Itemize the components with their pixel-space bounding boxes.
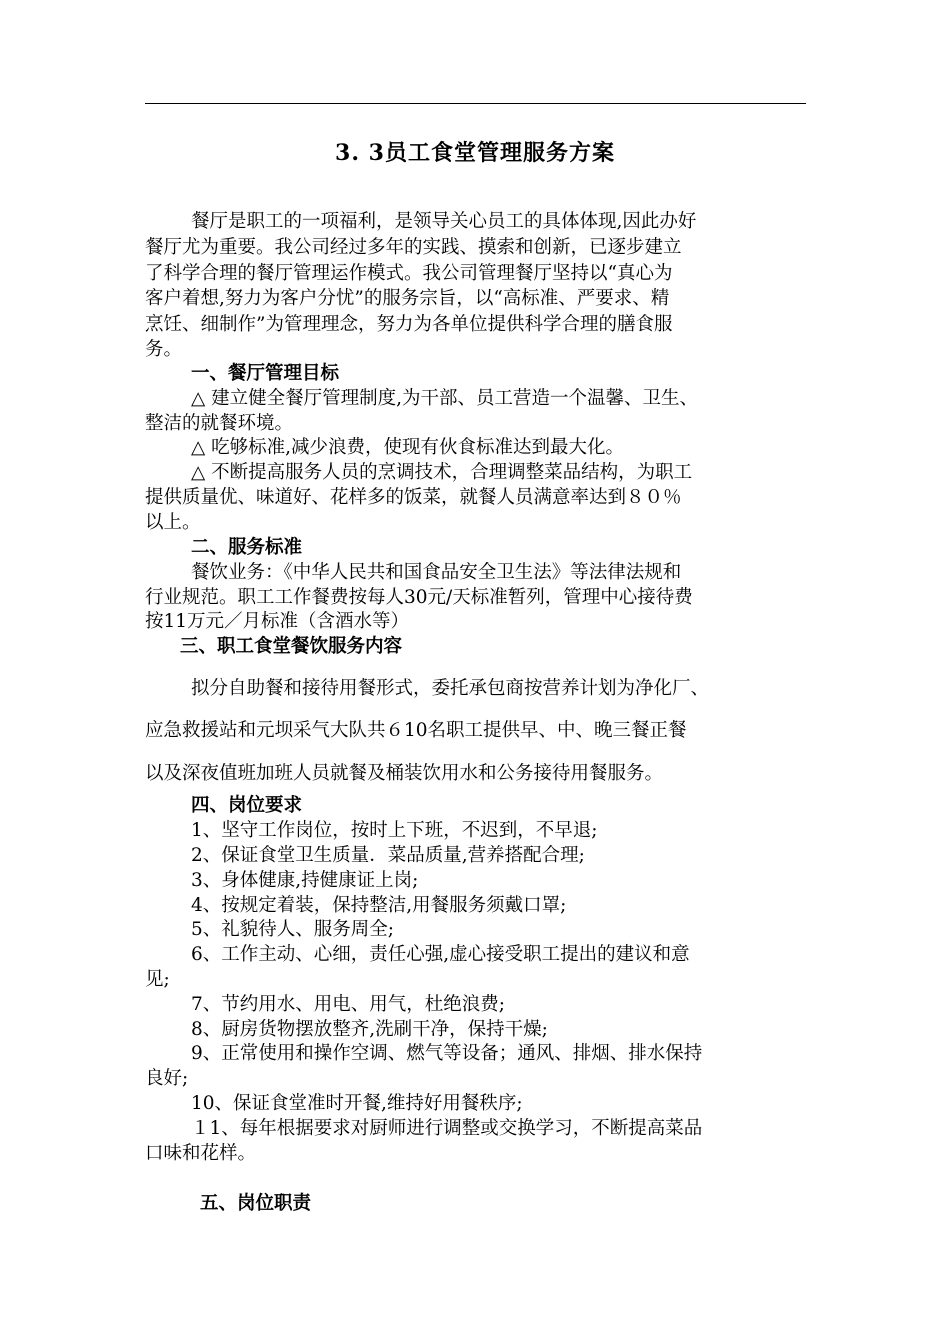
section-line: 餐饮业务：《中华人民共和国食品安全卫生法》等法律法规和 (191, 562, 682, 583)
section-heading: 五、岗位职责 (200, 1193, 312, 1214)
intro-line-3: 了科学合理的餐厅管理运作模式。我公司管理餐厅坚持以“真心为 (145, 263, 673, 284)
section-line: 行业规范。职工工作餐费按每人30元/天标准暂列，管理中心接待费 (145, 587, 693, 608)
section-line: 以及深夜值班加班人员就餐及桶装饮用水和公务接待用餐服务。 (145, 763, 664, 784)
list-item: 9、正常使用和操作空调、燃气等设备；通风、排烟、排水保持 (191, 1043, 703, 1064)
list-item: 良好; (145, 1068, 189, 1089)
section-line: 按11万元／月标准（含酒水等） (145, 611, 410, 632)
list-item: １1、每年根据要求对厨师进行调整或交换学习，不断提高菜品 (191, 1118, 703, 1139)
section-line: 整洁的就餐环境。 (145, 413, 294, 434)
intro-line-6: 务。 (145, 339, 183, 360)
list-item: 6、工作主动、心细，责任心强,虚心接受职工提出的建议和意 (191, 944, 690, 965)
list-item: 1、坚守工作岗位，按时上下班，不迟到，不早退; (191, 820, 598, 841)
intro-line-1: 餐厅是职工的一项福利，是领导关心员工的具体体现,因此办好 (191, 211, 697, 232)
header-rule (145, 103, 806, 104)
list-item: 3、身体健康,持健康证上岗; (191, 870, 419, 891)
list-item: 7、节约用水、用电、用气，杜绝浪费; (191, 994, 506, 1015)
section-line: △ 吃够标准,减少浪费，使现有伙食标准达到最大化。 (191, 437, 624, 458)
intro-line-5: 烹饪、细制作”为管理理念，努力为各单位提供科学合理的膳食服 (145, 314, 673, 335)
list-item: 10、保证食堂准时开餐,维持好用餐秩序; (191, 1093, 523, 1114)
section-line: 应急救援站和元坝采气大队共６10名职工提供早、中、晚三餐正餐 (145, 720, 687, 741)
section-heading: 二、服务标准 (191, 537, 303, 558)
section-line: 拟分自助餐和接待用餐形式，委托承包商按营养计划为净化厂、 (191, 678, 710, 699)
list-item: 口味和花样。 (145, 1143, 257, 1164)
list-item: 见; (145, 969, 170, 990)
section-heading: 一、餐厅管理目标 (191, 363, 340, 384)
list-item: 2、保证食堂卫生质量．菜品质量,营养搭配合理; (191, 845, 585, 866)
intro-line-2: 餐厅尤为重要。我公司经过多年的实践、摸索和创新，已逐步建立 (145, 237, 682, 258)
section-heading: 三、职工食堂餐饮服务内容 (180, 636, 403, 657)
section-heading: 四、岗位要求 (191, 795, 303, 816)
list-item: 5、礼貌待人、服务周全; (191, 919, 395, 940)
document-title: 3. 3员工食堂管理服务方案 (335, 140, 615, 166)
list-item: 8、厨房货物摆放整齐,洗刷干净，保持干燥; (191, 1019, 548, 1040)
intro-line-4: 客户着想,努力为客户分忧”的服务宗旨，以“高标准、严要求、精 (145, 288, 670, 309)
section-line: 提供质量优、味道好、花样多的饭菜，就餐人员满意率达到８０％ (145, 487, 682, 508)
section-line: 以上。 (145, 512, 201, 533)
list-item: 4、按规定着装，保持整洁,用餐服务须戴口罩; (191, 895, 567, 916)
section-line: △ 建立健全餐厅管理制度,为干部、员工营造一个温馨、卫生、 (191, 388, 698, 409)
section-line: △ 不断提高服务人员的烹调技术，合理调整菜品结构，为职工 (191, 462, 693, 483)
